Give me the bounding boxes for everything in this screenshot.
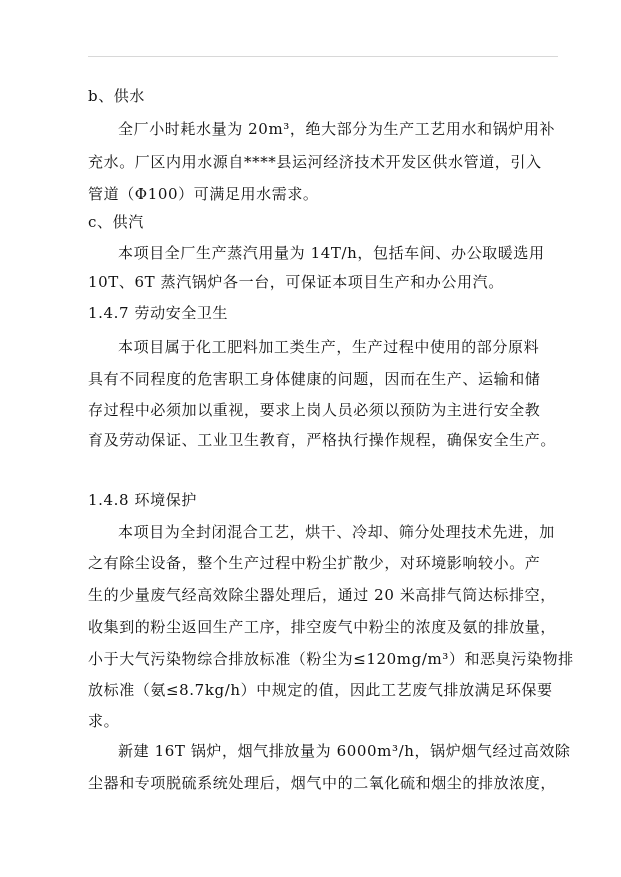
safety-paragraph-line-3: 存过程中必须加以重视，要求上岗人员必须以预防为主进行安全教 — [88, 401, 541, 419]
environment-paragraph-line-1: 本项目为全封闭混合工艺，烘干、冷却、筛分处理技术先进，加 — [118, 523, 555, 541]
section-1-4-8-heading: 1.4.8 环境保护 — [88, 491, 197, 509]
environment-paragraph-line-3: 生的少量废气经高效除尘器处理后，通过 20 米高排气筒达标排空， — [88, 586, 556, 604]
safety-paragraph-line-4: 育及劳动保证、工业卫生教育，严格执行操作规程，确保安全生产。 — [88, 431, 557, 449]
safety-paragraph-line-1: 本项目属于化工肥料加工类生产，生产过程中使用的部分原料 — [118, 338, 540, 356]
section-1-4-7-heading: 1.4.7 劳动安全卫生 — [88, 304, 229, 322]
steam-supply-paragraph-line-1: 本项目全厂生产蒸汽用量为 14T/h，包括车间、办公取暖选用 — [118, 244, 545, 262]
boiler-paragraph-line-2: 尘器和专项脱硫系统处理后，烟气中的二氧化硫和烟尘的排放浓度， — [88, 774, 557, 792]
water-supply-paragraph-line-3: 管道（Φ100）可满足用水需求。 — [88, 185, 319, 203]
environment-paragraph-line-2: 之有除尘设备，整个生产过程中粉尘扩散少，对环境影响较小。产 — [88, 554, 541, 572]
water-supply-paragraph-line-2: 充水。厂区内用水源自****县运河经济技术开发区供水管道，引入 — [88, 153, 542, 171]
safety-paragraph-line-2: 具有不同程度的危害职工身体健康的问题，因而在生产、运输和储 — [88, 370, 541, 388]
water-supply-paragraph-line-1: 全厂小时耗水量为 20m³，绝大部分为生产工艺用水和锅炉用补 — [118, 120, 556, 138]
boiler-paragraph-line-1: 新建 16T 锅炉，烟气排放量为 6000m³/h，锅炉烟气经过高效除 — [118, 742, 571, 760]
steam-supply-paragraph-line-2: 10T、6T 蒸汽锅炉各一台，可保证本项目生产和办公用汽。 — [88, 273, 504, 291]
environment-paragraph-line-4: 收集到的粉尘返回生产工序，排空废气中粉尘的浓度及氨的排放量， — [88, 618, 557, 636]
header-rule — [88, 56, 558, 57]
environment-paragraph-line-5: 小于大气污染物综合排放标准（粉尘为≤120mg/m³）和恶臭污染物排 — [88, 650, 574, 668]
section-c-heading: c、供汽 — [88, 213, 144, 231]
environment-paragraph-line-6: 放标准（氨≤8.7kg/h）中规定的值，因此工艺废气排放满足环保要 — [88, 681, 553, 699]
section-b-heading: b、供水 — [88, 87, 146, 105]
environment-paragraph-line-7: 求。 — [88, 712, 120, 730]
